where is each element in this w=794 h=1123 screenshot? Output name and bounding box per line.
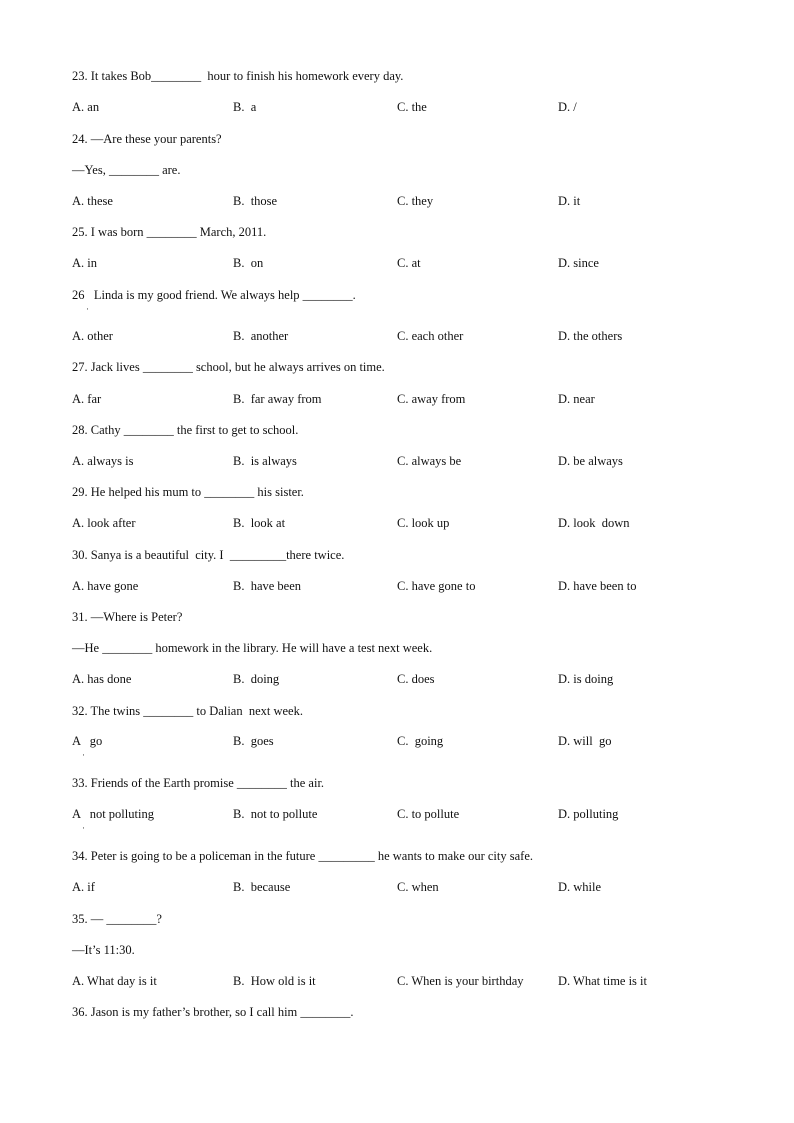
scan-dot-mark: · bbox=[82, 750, 85, 760]
option-d: D. be always bbox=[558, 454, 623, 468]
option-b: B. a bbox=[233, 100, 257, 114]
question-28-stem: 28. Cathy ________ the first to get to school. bbox=[72, 423, 299, 437]
question-30-stem: 30. Sanya is a beautiful city. I _________there twice. bbox=[72, 548, 345, 562]
question-24-options bbox=[72, 193, 732, 209]
option-d: D. look down bbox=[558, 516, 630, 530]
question-29-options bbox=[72, 515, 732, 531]
option-a: A. far bbox=[72, 392, 102, 406]
question-27-stem: 27. Jack lives ________ school, but he always arrives on time. bbox=[72, 360, 385, 374]
option-b: B. not to pollute bbox=[233, 807, 318, 821]
option-a: A. an bbox=[72, 100, 100, 114]
option-b: B. How old is it bbox=[233, 974, 316, 988]
option-c: C. going bbox=[397, 734, 444, 748]
question-24-reply: —Yes, ________ are. bbox=[72, 163, 181, 177]
question-32-stem: 32. The twins ________ to Dalian next week. bbox=[72, 704, 303, 718]
option-a: A go bbox=[72, 734, 103, 748]
question-31-stem: 31. —Where is Peter? bbox=[72, 610, 183, 624]
option-a: A. has done bbox=[72, 672, 132, 686]
option-b: B. is always bbox=[233, 454, 297, 468]
option-a: A. these bbox=[72, 194, 113, 208]
question-34-stem: 34. Peter is going to be a policeman in the future _________ he wants to make our city safe. bbox=[72, 849, 533, 863]
scan-dot-mark: · bbox=[86, 304, 89, 314]
question-31-options bbox=[72, 671, 732, 687]
question-33-options bbox=[72, 806, 732, 822]
option-c: C. always be bbox=[397, 454, 462, 468]
question-35-options bbox=[72, 973, 732, 989]
option-b: B. have been bbox=[233, 579, 302, 593]
option-c: C. When is your birthday bbox=[397, 974, 524, 988]
option-c: C. at bbox=[397, 256, 421, 270]
option-a: A. look after bbox=[72, 516, 136, 530]
option-b: B. goes bbox=[233, 734, 274, 748]
question-25-options bbox=[72, 255, 732, 271]
option-c: C. away from bbox=[397, 392, 466, 406]
question-30-options bbox=[72, 578, 732, 594]
option-d: D. near bbox=[558, 392, 595, 406]
question-24-stem: 24. —Are these your parents? bbox=[72, 132, 222, 146]
option-a: A. always is bbox=[72, 454, 134, 468]
question-33-stem: 33. Friends of the Earth promise ________ the air. bbox=[72, 776, 325, 790]
option-c: C. does bbox=[397, 672, 435, 686]
option-a: A. in bbox=[72, 256, 97, 270]
option-a: A. What day is it bbox=[72, 974, 157, 988]
option-c: C. look up bbox=[397, 516, 450, 530]
option-d: D. it bbox=[558, 194, 581, 208]
option-a: A. other bbox=[72, 329, 113, 343]
option-a: A. have gone bbox=[72, 579, 139, 593]
option-d: D. polluting bbox=[558, 807, 619, 821]
option-d: D. / bbox=[558, 100, 577, 114]
question-25-stem: 25. I was born ________ March, 2011. bbox=[72, 225, 267, 239]
option-b: B. those bbox=[233, 194, 278, 208]
option-b: B. because bbox=[233, 880, 291, 894]
scan-dot-mark: · bbox=[82, 823, 85, 833]
question-32-options bbox=[72, 733, 732, 749]
question-26-options bbox=[72, 328, 732, 344]
option-b: B. doing bbox=[233, 672, 280, 686]
question-29-stem: 29. He helped his mum to ________ his sister. bbox=[72, 485, 304, 499]
option-c: C. when bbox=[397, 880, 439, 894]
option-b: B. on bbox=[233, 256, 264, 270]
option-b: B. another bbox=[233, 329, 289, 343]
option-d: D. will go bbox=[558, 734, 612, 748]
question-28-options bbox=[72, 453, 732, 469]
option-d: D. the others bbox=[558, 329, 623, 343]
option-c: C. they bbox=[397, 194, 434, 208]
question-36-stem: 36. Jason is my father’s brother, so I call him ________. bbox=[72, 1005, 354, 1019]
option-b: B. look at bbox=[233, 516, 286, 530]
option-d: D. is doing bbox=[558, 672, 614, 686]
question-27-options bbox=[72, 391, 732, 407]
question-35-reply: —It’s 11:30. bbox=[72, 943, 135, 957]
question-23-options bbox=[72, 99, 732, 115]
option-c: C. have gone to bbox=[397, 579, 476, 593]
option-a: A. if bbox=[72, 880, 95, 894]
option-d: D. have been to bbox=[558, 579, 637, 593]
question-23-stem: 23. It takes Bob________ hour to finish his homework every day. bbox=[72, 69, 404, 83]
option-d: D. What time is it bbox=[558, 974, 647, 988]
option-b: B. far away from bbox=[233, 392, 322, 406]
question-34-options bbox=[72, 879, 732, 895]
option-c: C. the bbox=[397, 100, 427, 114]
option-d: D. while bbox=[558, 880, 602, 894]
question-26-stem: 26 Linda is my good friend. We always help ________. bbox=[72, 288, 356, 302]
question-35-stem: 35. — ________? bbox=[72, 912, 162, 926]
option-c: C. to pollute bbox=[397, 807, 460, 821]
question-31-reply: —He ________ homework in the library. He will have a test next week. bbox=[72, 641, 433, 655]
option-d: D. since bbox=[558, 256, 599, 270]
option-a: A not polluting bbox=[72, 807, 154, 821]
option-c: C. each other bbox=[397, 329, 464, 343]
